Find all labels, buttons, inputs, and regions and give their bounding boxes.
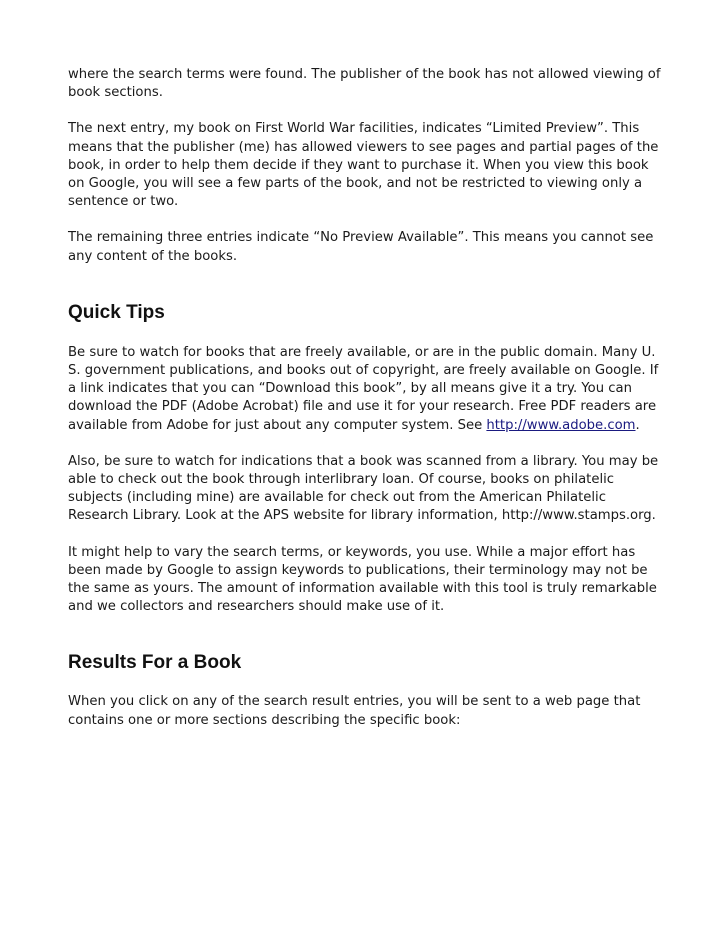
intro-paragraph-2: The next entry, my book on First World War facilities, indicates “Limited Preview”. This means that the publisher (me) has allowed viewers to see pages and partial pages of the book, in order to help them decide if they want to purchase it. When you view this book on Google, you will see a few parts of the book, and not be restricted to viewing only a sentence or two. [68, 121, 659, 210]
document-page [68, 66, 668, 748]
quick-tips-heading: Quick Tips [68, 301, 165, 323]
quick-tips-paragraph-1 [68, 344, 668, 435]
intro-paragraph-3: The remaining three entries indicate “No Preview Available”. This means you cannot see any content of the books. [68, 230, 654, 264]
quick-tips-paragraph-1-end: . [635, 417, 640, 433]
quick-tips-paragraph-3: It might help to vary the search terms, or keywords, you use. While a major effort has been made by Google to assign keywords to publications, their terminology may not be the same as yours. The amount of information available with this tool is truly remarkable and we collectors and researchers should make use of it. [68, 544, 657, 615]
intro-paragraph-1: where the search terms were found. The publisher of the book has not allowed viewing of book sections. [68, 67, 661, 101]
results-for-book-heading: Results For a Book [68, 652, 242, 674]
results-paragraph-1: When you click on any of the search result entries, you will be sent to a web page that contains one or more sections describing the specific book: [68, 694, 641, 728]
quick-tips-paragraph-1-text: Be sure to watch for books that are freely available, or are in the public domain. Many U. S. government publications, and books out of copyright, are freely available on Google. If a link indicates that you can “Download this book”, by all means give it a try. You can download the PDF (Adobe Acrobat) file and use it for your research. Free PDF readers are available from Adobe for just about any computer system. See [68, 344, 659, 433]
quick-tips-paragraph-2: Also, be sure to watch for indications that a book was scanned from a library. You may be able to check out the book through interlibrary loan. Of course, books on philatelic subjects (including mine) are available for check out from the American Philatelic Research Library. Look at the APS website for library information, http://www.stamps.org. [68, 453, 659, 524]
adobe-link[interactable]: http://www.adobe.com [486, 417, 636, 433]
